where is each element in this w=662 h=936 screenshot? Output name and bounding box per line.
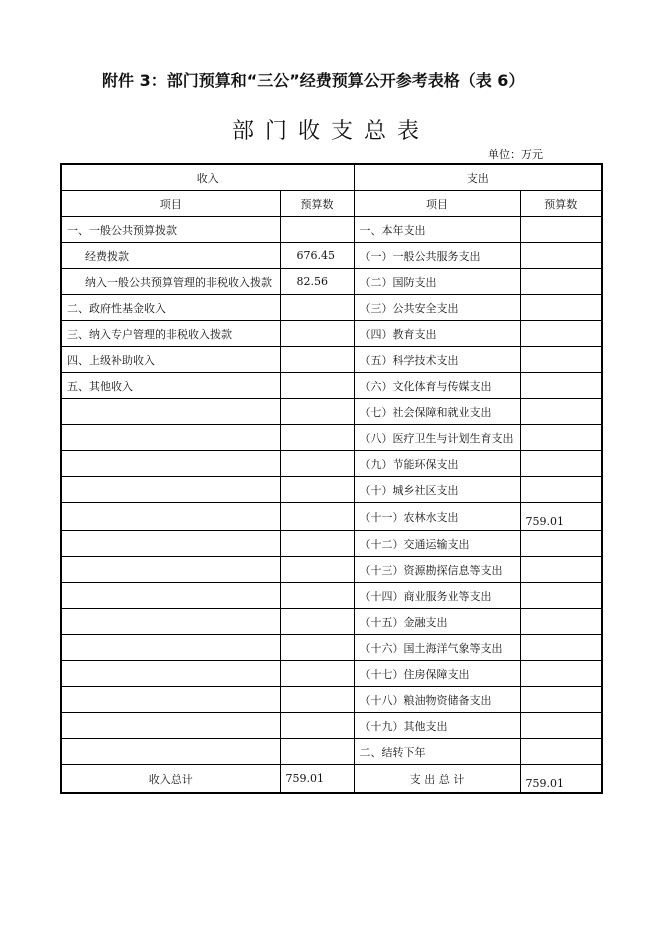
income-value-cell xyxy=(280,477,354,503)
expense-item-cell: 一、本年支出 xyxy=(354,217,520,243)
table-row xyxy=(61,295,602,321)
expense-item-cell: （八）医疗卫生与计划生育支出 xyxy=(354,425,520,451)
income-item-cell xyxy=(61,531,280,557)
expense-item-cell: （七）社会保障和就业支出 xyxy=(354,399,520,425)
income-value-cell xyxy=(280,713,354,739)
table-row xyxy=(61,713,602,739)
expense-total-label: 支 出 总 计 xyxy=(354,765,520,794)
expense-item-cell: （二）国防支出 xyxy=(354,269,520,295)
income-total-value: 759.01 xyxy=(280,765,354,794)
income-item-cell xyxy=(61,399,280,425)
income-item-cell: 经费拨款 xyxy=(61,243,280,269)
income-value-cell xyxy=(280,687,354,713)
table-row xyxy=(61,321,602,347)
expense-value-cell xyxy=(520,295,602,321)
expense-item-cell: （十六）国土海洋气象等支出 xyxy=(354,635,520,661)
expense-value-cell xyxy=(520,217,602,243)
income-item-cell xyxy=(61,713,280,739)
expense-value-cell xyxy=(520,609,602,635)
income-item-cell xyxy=(61,609,280,635)
expense-value-cell xyxy=(520,243,602,269)
income-item-cell: 纳入一般公共预算管理的非税收入拨款 xyxy=(61,269,280,295)
income-item-cell xyxy=(61,451,280,477)
income-item-cell xyxy=(61,687,280,713)
income-item-cell: 三、纳入专户管理的非税收入拨款 xyxy=(61,321,280,347)
table-row xyxy=(61,347,602,373)
table-row xyxy=(61,531,602,557)
expense-item-cell: （十一）农林水支出 xyxy=(354,503,520,531)
table-row xyxy=(61,635,602,661)
income-item-cell xyxy=(61,739,280,765)
expense-item-cell: （十二）交通运输支出 xyxy=(354,531,520,557)
expense-item-cell: （九）节能环保支出 xyxy=(354,451,520,477)
income-value-cell xyxy=(280,425,354,451)
income-value-cell xyxy=(280,347,354,373)
expense-value-cell xyxy=(520,635,602,661)
expense-value-cell: 759.01 xyxy=(520,503,602,531)
table-row xyxy=(61,269,602,295)
expense-value-cell xyxy=(520,399,602,425)
expense-value-cell xyxy=(520,661,602,687)
income-value-cell xyxy=(280,531,354,557)
expense-item-cell: （五）科学技术支出 xyxy=(354,347,520,373)
expense-value-cell xyxy=(520,425,602,451)
expense-item-cell: （十九）其他支出 xyxy=(354,713,520,739)
income-value-cell xyxy=(280,217,354,243)
table-row xyxy=(61,425,602,451)
table-row xyxy=(61,609,602,635)
expense-item-cell: （六）文化体育与传媒支出 xyxy=(354,373,520,399)
income-value-cell: 82.56 xyxy=(280,269,354,295)
income-item-cell: 一、一般公共预算拨款 xyxy=(61,217,280,243)
table-row xyxy=(61,687,602,713)
income-item-cell xyxy=(61,635,280,661)
budget-summary-table xyxy=(60,163,603,794)
income-item-cell xyxy=(61,425,280,451)
income-budget-column-header: 预算数 xyxy=(280,191,354,217)
column-header-row xyxy=(61,191,602,217)
expense-value-cell xyxy=(520,451,602,477)
income-value-cell xyxy=(280,295,354,321)
expense-value-cell xyxy=(520,477,602,503)
income-item-cell xyxy=(61,557,280,583)
attachment-heading: 附件 3：部门预算和“三公”经费预算公开参考表格（表 6） xyxy=(102,71,525,90)
income-value-cell xyxy=(280,557,354,583)
expense-value-cell xyxy=(520,713,602,739)
expense-item-cell: 二、结转下年 xyxy=(354,739,520,765)
table-row xyxy=(61,373,602,399)
expense-item-cell: （十五）金融支出 xyxy=(354,609,520,635)
income-item-cell xyxy=(61,503,280,531)
table-row xyxy=(61,739,602,765)
expense-budget-column-header: 预算数 xyxy=(520,191,602,217)
expense-value-cell xyxy=(520,739,602,765)
table-row xyxy=(61,217,602,243)
expense-value-cell xyxy=(520,321,602,347)
expense-item-cell: （十三）资源勘探信息等支出 xyxy=(354,557,520,583)
income-item-cell: 二、政府性基金收入 xyxy=(61,295,280,321)
expense-item-cell: （三）公共安全支出 xyxy=(354,295,520,321)
table-row xyxy=(61,557,602,583)
income-item-cell: 五、其他收入 xyxy=(61,373,280,399)
expense-item-cell: （一）一般公共服务支出 xyxy=(354,243,520,269)
income-total-label: 收入总计 xyxy=(61,765,280,794)
income-item-cell xyxy=(61,661,280,687)
income-item-column-header: 项目 xyxy=(61,191,280,217)
income-value-cell xyxy=(280,583,354,609)
expense-value-cell xyxy=(520,531,602,557)
expense-item-cell: （十四）商业服务业等支出 xyxy=(354,583,520,609)
expense-item-cell: （十八）粮油物资储备支出 xyxy=(354,687,520,713)
table-row xyxy=(61,399,602,425)
income-value-cell: 676.45 xyxy=(280,243,354,269)
expense-value-cell xyxy=(520,269,602,295)
income-value-cell xyxy=(280,373,354,399)
income-value-cell xyxy=(280,609,354,635)
table-row xyxy=(61,661,602,687)
table-row xyxy=(61,583,602,609)
expense-item-column-header: 项目 xyxy=(354,191,520,217)
table-row xyxy=(61,451,602,477)
income-value-cell xyxy=(280,451,354,477)
income-value-cell xyxy=(280,503,354,531)
total-row xyxy=(61,765,602,794)
income-value-cell xyxy=(280,635,354,661)
expense-value-cell xyxy=(520,347,602,373)
unit-label: 单位：万元 xyxy=(488,148,543,161)
table-row xyxy=(61,503,602,531)
income-header: 收入 xyxy=(61,164,354,191)
income-value-cell xyxy=(280,321,354,347)
expense-item-cell: （十）城乡社区支出 xyxy=(354,477,520,503)
expense-value-cell xyxy=(520,583,602,609)
expense-total-value: 759.01 xyxy=(520,765,602,794)
income-value-cell xyxy=(280,661,354,687)
table-row xyxy=(61,477,602,503)
expense-value-cell xyxy=(520,557,602,583)
expense-value-cell xyxy=(520,687,602,713)
income-item-cell: 四、上级补助收入 xyxy=(61,347,280,373)
page-title: 部门收支总表 xyxy=(231,119,430,144)
table-row xyxy=(61,243,602,269)
income-item-cell xyxy=(61,583,280,609)
expense-item-cell: （四）教育支出 xyxy=(354,321,520,347)
expense-header: 支出 xyxy=(354,164,602,191)
income-item-cell xyxy=(61,477,280,503)
section-header-row xyxy=(61,164,602,191)
income-value-cell xyxy=(280,739,354,765)
expense-value-cell xyxy=(520,373,602,399)
income-value-cell xyxy=(280,399,354,425)
expense-item-cell: （十七）住房保障支出 xyxy=(354,661,520,687)
